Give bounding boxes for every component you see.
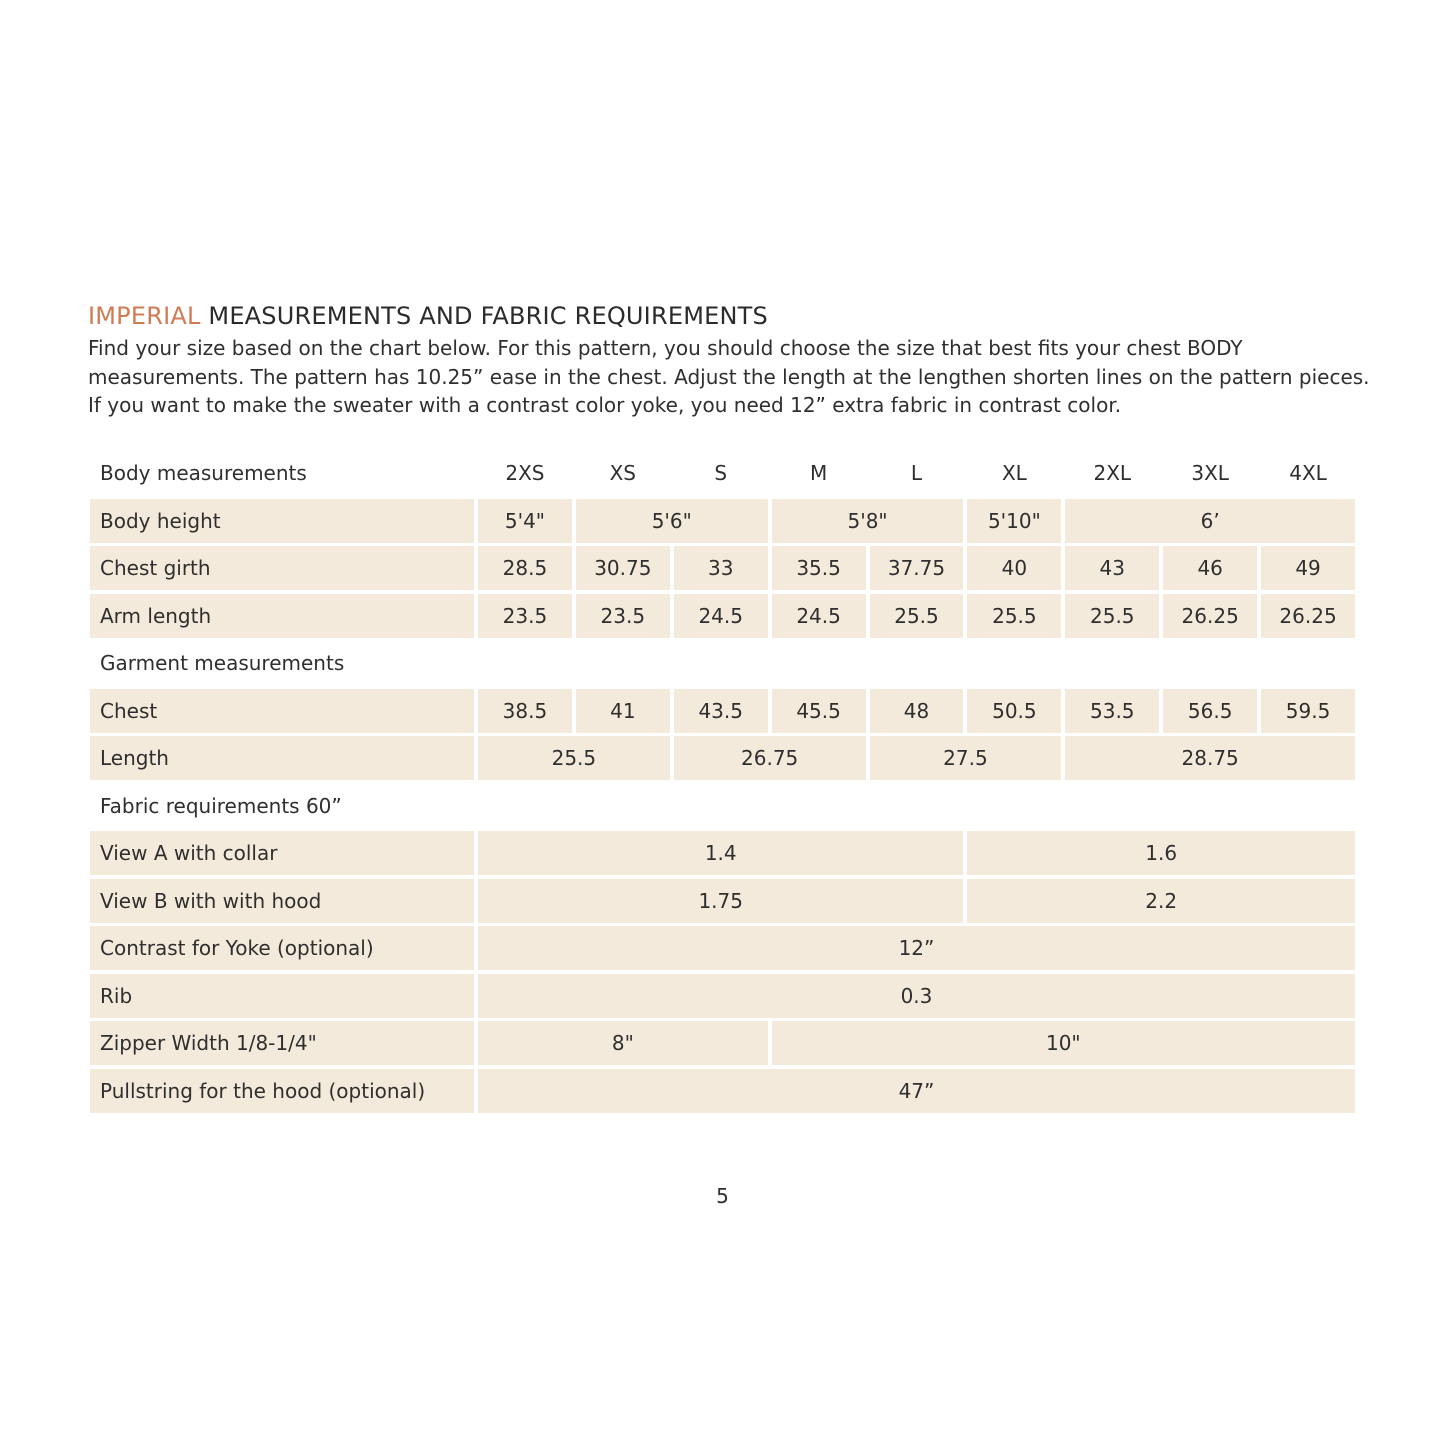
table-cell: 8" bbox=[478, 1021, 768, 1065]
table-cell: 33 bbox=[674, 546, 768, 590]
table-cell: 56.5 bbox=[1163, 689, 1257, 733]
table-cell: 12” bbox=[478, 926, 1355, 970]
table-cell: 2.2 bbox=[967, 879, 1355, 923]
table-cell: 49 bbox=[1261, 546, 1355, 590]
table-cell: 24.5 bbox=[674, 594, 768, 638]
table-cell: 41 bbox=[576, 689, 670, 733]
table-cell: 5'10" bbox=[967, 499, 1061, 543]
table-cell: 1.75 bbox=[478, 879, 963, 923]
table-cell: 5'4" bbox=[478, 499, 572, 543]
table-cell: 50.5 bbox=[967, 689, 1061, 733]
row-label: Length bbox=[90, 736, 474, 780]
table-cell: 38.5 bbox=[478, 689, 572, 733]
row-label: Body height bbox=[90, 499, 474, 543]
table-cell: 47” bbox=[478, 1069, 1355, 1113]
page-heading bbox=[88, 302, 768, 330]
table-cell: 46 bbox=[1163, 546, 1257, 590]
row-label: View B with with hood bbox=[90, 879, 474, 923]
row-label: Chest bbox=[90, 689, 474, 733]
table-cell: 0.3 bbox=[478, 974, 1355, 1018]
table-cell: 27.5 bbox=[870, 736, 1062, 780]
table-cell: 25.5 bbox=[967, 594, 1061, 638]
table-cell: 48 bbox=[870, 689, 964, 733]
size-column-header: XS bbox=[609, 461, 637, 485]
table-cell: 28.75 bbox=[1065, 736, 1355, 780]
size-column-header: XL bbox=[1001, 461, 1027, 485]
table-cell: 23.5 bbox=[478, 594, 572, 638]
row-label: Arm length bbox=[90, 594, 474, 638]
row-label: Chest girth bbox=[90, 546, 474, 590]
table-cell: 35.5 bbox=[772, 546, 866, 590]
table-cell: 1.6 bbox=[967, 831, 1355, 875]
table-cell: 37.75 bbox=[870, 546, 964, 590]
heading-title: MEASUREMENTS AND FABRIC REQUIREMENTS bbox=[200, 302, 768, 330]
size-column-header: 2XS bbox=[505, 461, 545, 485]
intro-paragraph: Find your size based on the chart below. For this pattern, you should choose the size that best fits your chest BODY measurements. The pattern has 10.25” ease in the chest. Adjust the length at the lengthen shorten lines on the pattern pieces. If you want to make the sweater with a contrast color yoke, you need 12” extra fabric in contrast color. bbox=[88, 336, 1370, 417]
table-cell: 45.5 bbox=[772, 689, 866, 733]
size-column-header: 3XL bbox=[1191, 461, 1229, 485]
heading-accent: IMPERIAL bbox=[88, 302, 201, 330]
table-cell: 5'8" bbox=[772, 499, 964, 543]
row-label: Contrast for Yoke (optional) bbox=[90, 926, 474, 970]
table-cell: 28.5 bbox=[478, 546, 572, 590]
row-label: Pullstring for the hood (optional) bbox=[90, 1069, 474, 1113]
section-header-label: Body measurements bbox=[100, 461, 307, 485]
page-number: 5 bbox=[716, 1184, 729, 1208]
table-cell: 30.75 bbox=[576, 546, 670, 590]
size-chart-table bbox=[90, 451, 1355, 1113]
row-label: Rib bbox=[90, 974, 474, 1018]
section-header-label: Garment measurements bbox=[100, 651, 345, 675]
table-cell: 43 bbox=[1065, 546, 1159, 590]
table-cell: 26.25 bbox=[1163, 594, 1257, 638]
table-cell: 25.5 bbox=[870, 594, 964, 638]
table-cell: 1.4 bbox=[478, 831, 963, 875]
table-cell: 43.5 bbox=[674, 689, 768, 733]
table-cell: 40 bbox=[967, 546, 1061, 590]
table-cell: 25.5 bbox=[1065, 594, 1159, 638]
row-label: View A with collar bbox=[90, 831, 474, 875]
table-cell: 5'6" bbox=[576, 499, 768, 543]
size-column-header: M bbox=[809, 461, 828, 485]
table-cell: 23.5 bbox=[576, 594, 670, 638]
size-column-header: S bbox=[714, 461, 728, 485]
size-column-header: 2XL bbox=[1093, 461, 1132, 485]
size-column-header: 4XL bbox=[1289, 461, 1327, 485]
table-cell: 53.5 bbox=[1065, 689, 1159, 733]
table-cell: 26.75 bbox=[674, 736, 866, 780]
table-cell: 25.5 bbox=[478, 736, 670, 780]
size-column-header: L bbox=[910, 461, 923, 485]
row-label: Zipper Width 1/8-1/4" bbox=[90, 1021, 474, 1065]
table-cell: 59.5 bbox=[1261, 689, 1355, 733]
table-cell: 10" bbox=[772, 1021, 1355, 1065]
table-cell: 24.5 bbox=[772, 594, 866, 638]
section-header-label: Fabric requirements 60” bbox=[100, 793, 342, 818]
table-cell: 26.25 bbox=[1261, 594, 1355, 638]
table-cell: 6’ bbox=[1065, 499, 1355, 543]
